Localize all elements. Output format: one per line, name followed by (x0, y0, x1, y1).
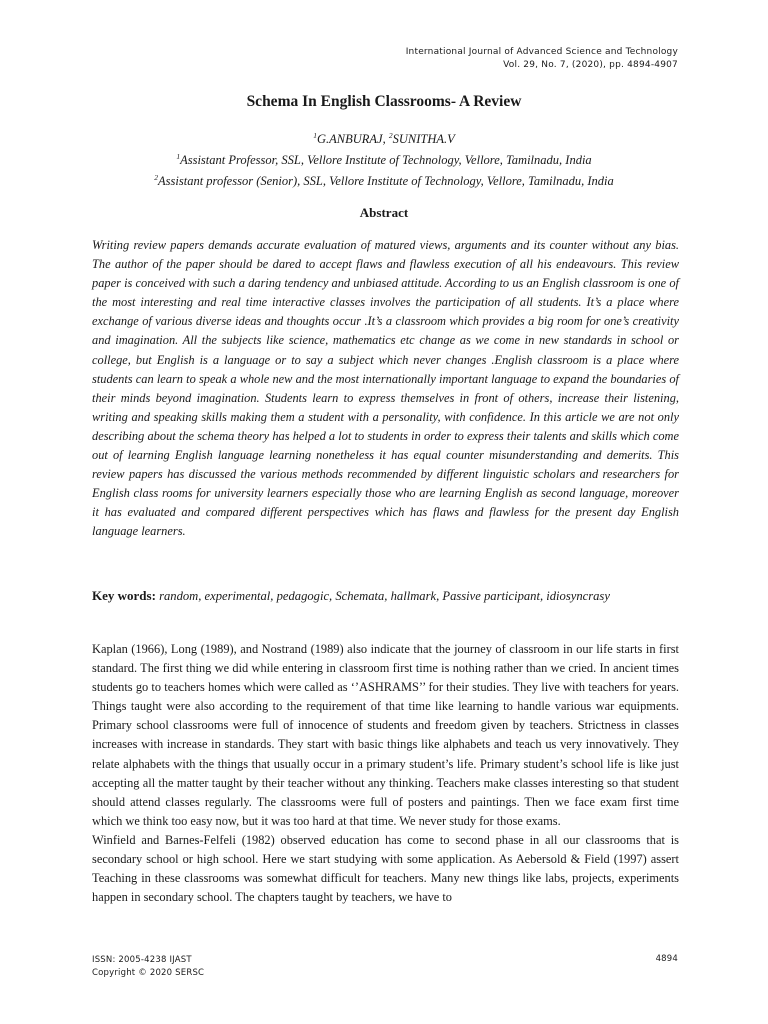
affiliation-2-text: Assistant professor (Senior), SSL, Vellore Institute of Technology, Vellore, Tamilnadu, India (158, 174, 614, 189)
abstract-text: Writing review papers demands accurate evaluation of matured views, arguments and its counter without any bias. The author of the paper should be dared to accept flaws and flawless execution of all his endeavours. This review paper is conceived with such a daring tendency and unbiased attitude. According to us an English classroom is one of the most interesting and real time interactive classes involves the participation of all students. It’s a place where exchange of various diverse ideas and thoughts occur .It’s a classroom which provides a big room for one’s creativity and imagination. All the subjects like science, mathematics etc change as we come in new standards in school or college, but English is a language or to say a subject which never changes .English classroom is a place where students can learn to speak a whole new and the most internationally important language to expand the boundaries of their minds beyond imagination. Students learn to express themselves in front of others, increase their listening, writing and speaking skills making them a student with a personality, with confidence. In this article we are not only describing about the schema theory has helped a lot to students in order to express their talents and skills which come out of learning English language learning nonetheless it has equal counter misunderstanding and demerits. This review papers has discussed the various methods recommended by different linguistic scholars and researchers for English class rooms for university learners especially those who are learning English as second language, moreover it has evaluated and compared different perspectives which has flaws and flawless for the present day English language learners. (92, 238, 679, 539)
affiliation-1-marker: 1 (176, 152, 181, 162)
author-2-marker: 2 (388, 131, 393, 140)
keywords (92, 588, 692, 604)
footer-issn: ISSN: 2005-4238 IJAST (92, 955, 192, 965)
affiliation-1 (0, 148, 768, 169)
abstract-heading: Abstract (359, 205, 409, 220)
paper-title: Schema In English Classrooms- A Review (246, 93, 522, 110)
footer-copyright: Copyright © 2020 SERSC (92, 968, 205, 978)
body-paragraph-2: Winfield and Barnes-Felfeli (1982) observed education has come to second phase in all our classrooms that is secondary school or high school. Here we start studying with some application. As Aebersold & Field (1997) assert Teaching in these classrooms was somewhat difficult for teachers. Many new things like labs, projects, experiments happen in secondary school. The chapters taught by teachers, we have to (92, 832, 679, 905)
keywords-list: random, experimental, pedagogic, Schemata, hallmark, Passive participant, idiosyncrasy (155, 589, 610, 603)
author-1-marker: 1 (313, 131, 317, 140)
affiliation-2-marker: 2 (154, 173, 159, 183)
body-text (92, 640, 679, 907)
journal-name: International Journal of Advanced Science and Technology (405, 47, 678, 57)
affiliation-1-text: Assistant Professor, SSL, Vellore Institute of Technology, Vellore, Tamilnadu, India (180, 153, 592, 168)
author-block (0, 127, 768, 190)
body-paragraph-1: Kaplan (1966), Long (1989), and Nostrand (1989) also indicate that the journey of classroom in our life starts in first standard. The first thing we did while entering in classroom first time is nothing rather than we cried. In ancient times students go to teachers homes which were called as ‘’ASHRAMS’’ for their studies. They live with teachers for years. Things taught were also according to the requirement of that time like learning to handle various war equipments. Primary school classrooms were full of innocence of students and freedom given by teachers. Strictness in classes increases with increase in standards. They start with basic things like alphabets and teach us very innovatively. They relate alphabets with the things that usually occur in a primary student’s life. Primary student’s school life is like just accepting all the matter taught by their teacher without any thinking. Teachers make classes interesting so that student should attend classes regularly. The classrooms were full of posters and paintings. Then we face exam first time which we think too easy now, but it was too hard at that time. We never study for those exams. (92, 642, 679, 828)
author-1: G.ANBURAJ, (316, 132, 389, 147)
journal-header (406, 46, 678, 72)
page-number: 4894 (655, 954, 678, 964)
journal-volume: Vol. 29, No. 7, (2020), pp. 4894-4907 (503, 60, 678, 70)
affiliation-2 (0, 169, 768, 190)
author-2: SUNITHA.V (392, 132, 455, 147)
keywords-label: Key words: (92, 588, 156, 603)
author-names (0, 127, 768, 148)
footer-left (92, 954, 204, 980)
